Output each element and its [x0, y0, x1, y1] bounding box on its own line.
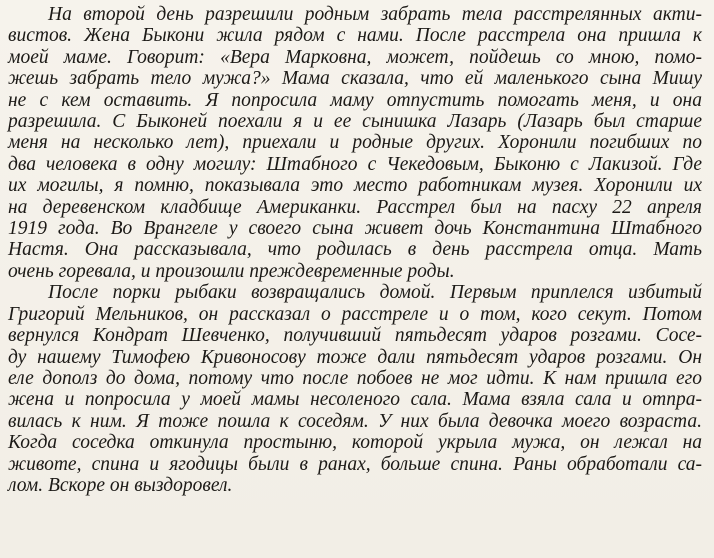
text-line: Григорий Мельников, он рассказал о расстреле и о том, кого секут. Потом [8, 303, 702, 325]
text-line: вернулся Кондрат Шевченко, получивший пятьдесят ударов розгами. Сосе- [8, 325, 702, 347]
text-line: После порки рыбаки возвращались домой. Первым приплелся избитый [48, 282, 702, 304]
text-line: не с кем оставить. Я попросила маму отпустить помогать меня, и она [8, 89, 702, 111]
text-line: 1919 года. Во Врангеле у своего сына живет дочь Константина Штабного [8, 218, 702, 240]
paragraph-1 [8, 4, 702, 282]
text-line: вистов. Жена Быкони жила рядом с нами. После расстрела она пришла к [8, 25, 702, 47]
text-line: жена и попросила у моей мамы несоленого сала. Мама взяла сала и отпра- [8, 389, 702, 411]
text-line: очень горевала, и произошли преждевременные роды. [8, 260, 455, 282]
text-line: их могилы, я помню, показывала это место работникам музея. Хоронили их [8, 175, 702, 197]
text-line: еле дополз до дома, потому что после побоев не мог идти. К нам пришла его [8, 367, 702, 389]
text-line: меня на несколько лет), приехали и родные других. Хоронили погибших по [8, 132, 702, 154]
text-line: вилась к ним. Я тоже пошла к соседям. У них была девочка моего возраста. [8, 410, 702, 432]
text-line: животе, спина и ягодицы были в ранах, больше спина. Раны обработали са- [8, 453, 702, 475]
text-line: разрешила. С Быконей поехали я и ее сынишка Лазарь (Лазарь был старше [8, 111, 702, 133]
text-line: На второй день разрешили родным забрать тела расстрелянных акти- [48, 4, 702, 25]
text-line: лом. Вскоре он выздоровел. [8, 474, 233, 496]
text-line: Настя. Она рассказывала, что родилась в день расстрела отца. Мать [8, 239, 702, 261]
text-line: на деревенском кладбище Американки. Расстрел был на пасху 22 апреля [8, 196, 702, 218]
paragraph-2 [8, 282, 702, 496]
text-line: ду нашему Тимофею Кривоносову тоже дали пятьдесят ударов розгами. Он [8, 346, 702, 368]
text-line: Когда соседка откинула простыню, которой укрыла мужа, он лежал на [8, 432, 702, 454]
text-line: моей маме. Говорит: «Вера Марковна, может, пойдешь со мною, помо- [8, 46, 702, 68]
text-line: жешь забрать тело мужа?» Мама сказала, что ей маленького сына Мишу [8, 68, 702, 90]
text-line: два человека в одну могилу: Штабного с Чекедовым, Быконю с Лакизой. Где [8, 153, 702, 175]
